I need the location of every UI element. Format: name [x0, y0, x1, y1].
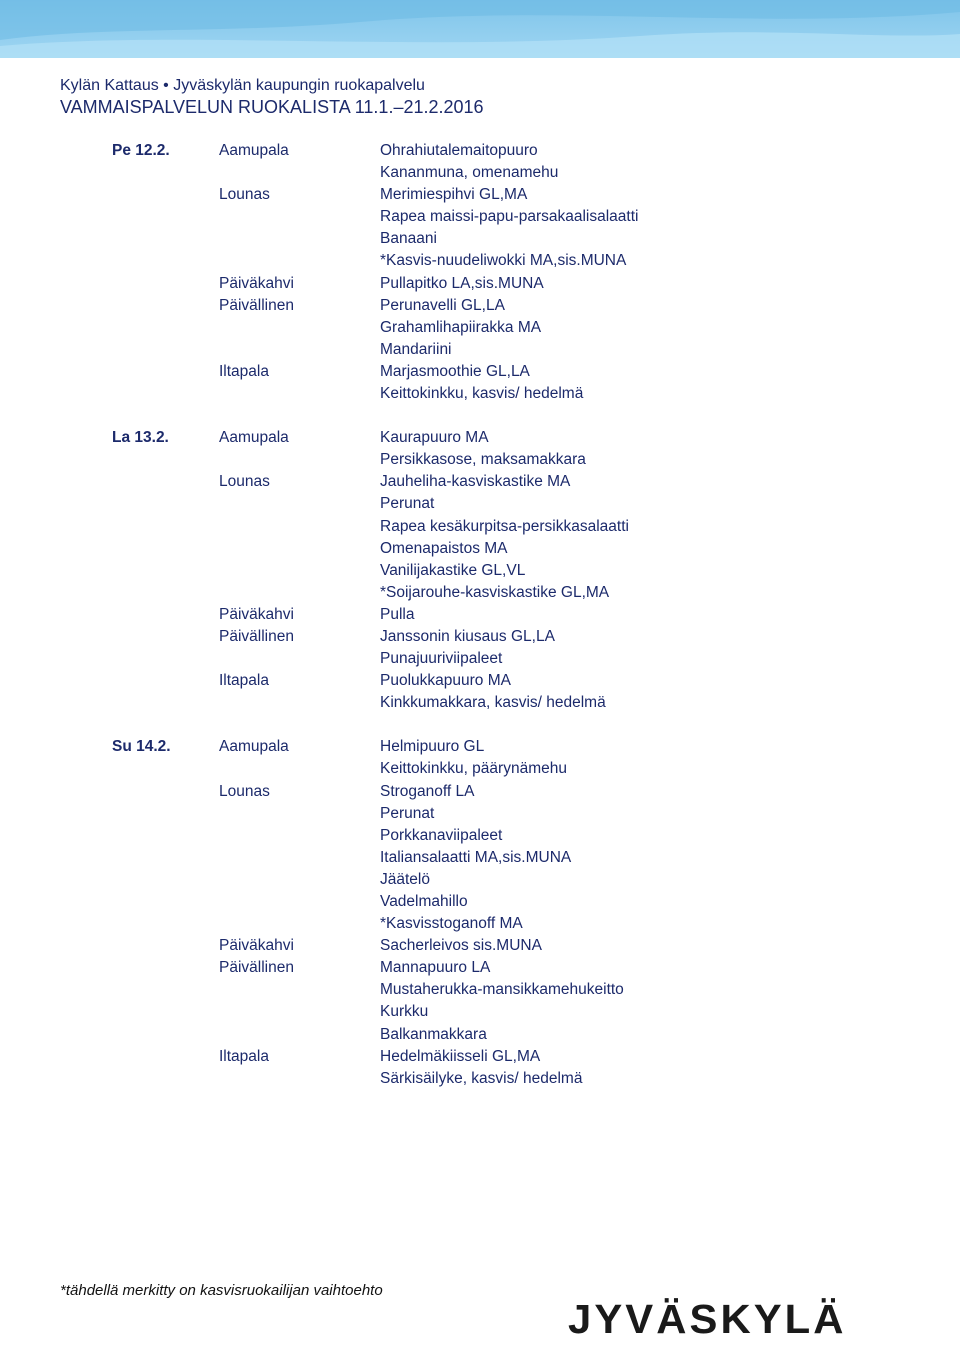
menu-row — [0, 935, 960, 957]
menu-row — [0, 847, 960, 869]
meal-name: Lounas — [219, 473, 270, 491]
menu-title: VAMMAISPALVELUN RUOKALISTA 11.1.–21.2.2016 — [60, 97, 484, 117]
menu-row — [0, 1001, 960, 1023]
top-banner — [0, 0, 960, 58]
dish-name: Balkanmakkara — [380, 1025, 487, 1043]
dish-name: Mandariini — [380, 340, 452, 358]
meal-name: Lounas — [219, 186, 270, 204]
menu-row — [0, 626, 960, 648]
footnote: *tähdellä merkitty on kasvisruokailijan vaihtoehto — [60, 1282, 383, 1299]
banner-wave-graphic — [0, 0, 960, 58]
dish-name: Sacherleivos sis.MUNA — [380, 937, 542, 955]
dish-name: Helmipuuro GL — [380, 738, 485, 756]
dish-name: Grahamlihapiirakka MA — [380, 318, 542, 336]
menu-row — [0, 295, 960, 317]
menu-row — [0, 140, 960, 162]
menu-row — [0, 582, 960, 604]
meal-name: Päiväkahvi — [219, 937, 294, 955]
dish-name: Särkisäilyke, kasvis/ hedelmä — [380, 1069, 583, 1087]
dish-name: Jauheliha-kasviskastike MA — [380, 473, 571, 491]
day-date: Su 14.2. — [112, 738, 171, 756]
meal-name: Aamupala — [219, 142, 289, 159]
menu-row — [0, 869, 960, 891]
menu-row — [0, 803, 960, 825]
dish-name: Merimiespihvi GL,MA — [380, 186, 528, 204]
dish-name: Janssonin kiusaus GL,LA — [380, 627, 555, 645]
dish-name: Kananmuna, omenamehu — [380, 164, 559, 182]
meal-name: Lounas — [219, 782, 270, 800]
dish-name: Pulla — [380, 605, 415, 623]
menu-row — [0, 162, 960, 184]
dish-name: Perunat — [380, 804, 435, 822]
dish-name: Vadelmahillo — [380, 893, 468, 910]
menu-row — [0, 692, 960, 714]
menu-row — [0, 516, 960, 538]
dish-name: Mannapuuro LA — [380, 959, 491, 977]
menu-row — [0, 273, 960, 295]
dish-name: Kaurapuuro MA — [380, 429, 489, 447]
day-block — [0, 736, 960, 1090]
dish-name: Italiansalaatti MA,sis.MUNA — [380, 848, 572, 866]
menu-row — [0, 670, 960, 692]
menu-row — [0, 604, 960, 626]
dish-name: *Kasvis-nuudeliwokki MA,sis.MUNA — [380, 252, 627, 270]
menu-row — [0, 493, 960, 515]
menu-row — [0, 228, 960, 250]
day-date: Pe 12.2. — [112, 142, 170, 159]
menu-row — [0, 758, 960, 780]
dish-name: Porkkanaviipaleet — [380, 826, 503, 844]
dish-name: Punajuuriviipaleet — [380, 650, 503, 668]
dish-name: Perunat — [380, 495, 435, 513]
menu-row — [0, 184, 960, 206]
menu-row — [0, 736, 960, 758]
dish-name: Pullapitko LA,sis.MUNA — [380, 274, 544, 292]
dish-name: Hedelmäkiisseli GL,MA — [380, 1047, 541, 1065]
menu-row — [0, 648, 960, 670]
dish-name: Ohrahiutalemaitopuuro — [380, 142, 538, 159]
dish-name: Jäätelö — [380, 870, 430, 888]
meal-name: Päiväkahvi — [219, 274, 294, 292]
meal-name: Päivällinen — [219, 627, 294, 645]
dish-name: Mustaherukka-mansikkamehukeitto — [380, 981, 624, 999]
meal-name: Aamupala — [219, 429, 289, 447]
dish-name: Perunavelli GL,LA — [380, 296, 505, 314]
city-logo: JYVÄSKYLÄ — [568, 1296, 847, 1342]
menu-row — [0, 979, 960, 1001]
meal-name: Iltapala — [219, 1047, 269, 1065]
menu-row — [0, 538, 960, 560]
dish-name: Banaani — [380, 230, 437, 248]
dish-name: Keittokinkku, päärynämehu — [380, 760, 567, 778]
menu-row — [0, 891, 960, 913]
menu-row — [0, 913, 960, 935]
meal-name: Iltapala — [219, 362, 269, 380]
menu-row — [0, 427, 960, 449]
dish-name: Marjasmoothie GL,LA — [380, 362, 530, 380]
menu-row — [0, 361, 960, 383]
meal-name: Iltapala — [219, 672, 269, 690]
dish-name: *Kasvisstoganoff MA — [380, 915, 523, 933]
menu-row — [0, 781, 960, 803]
menu-days — [0, 140, 960, 1090]
menu-row — [0, 471, 960, 493]
day-block — [0, 427, 960, 714]
dish-name: Rapea kesäkurpitsa-persikkasalaatti — [380, 517, 629, 535]
menu-row — [0, 339, 960, 361]
dish-name: Rapea maissi-papu-parsakaalisalaatti — [380, 208, 639, 226]
menu-row — [0, 1046, 960, 1068]
dish-name: Puolukkapuuro MA — [380, 672, 511, 690]
dish-name: *Soijarouhe-kasviskastike GL,MA — [380, 583, 610, 601]
menu-row — [0, 1068, 960, 1090]
menu-row — [0, 317, 960, 339]
day-block — [0, 140, 960, 405]
menu-row — [0, 1024, 960, 1046]
meal-name: Aamupala — [219, 738, 289, 756]
menu-row — [0, 560, 960, 582]
dish-name: Kurkku — [380, 1003, 429, 1021]
menu-row — [0, 206, 960, 228]
menu-row — [0, 383, 960, 405]
organization-line: Kylän Kattaus • Jyväskylän kaupungin ruokapalvelu — [60, 77, 425, 94]
dish-name: Kinkkumakkara, kasvis/ hedelmä — [380, 694, 606, 712]
dish-name: Keittokinkku, kasvis/ hedelmä — [380, 385, 584, 403]
document-header — [60, 76, 484, 118]
dish-name: Omenapaistos MA — [380, 539, 508, 557]
meal-name: Päiväkahvi — [219, 605, 294, 623]
dish-name: Persikkasose, maksamakkara — [380, 451, 586, 469]
dish-name: Stroganoff LA — [380, 782, 475, 800]
meal-name: Päivällinen — [219, 296, 294, 314]
dish-name: Vanilijakastike GL,VL — [380, 561, 526, 579]
menu-row — [0, 250, 960, 272]
menu-row — [0, 825, 960, 847]
day-date: La 13.2. — [112, 429, 169, 447]
meal-name: Päivällinen — [219, 959, 294, 977]
menu-row — [0, 449, 960, 471]
menu-row — [0, 957, 960, 979]
